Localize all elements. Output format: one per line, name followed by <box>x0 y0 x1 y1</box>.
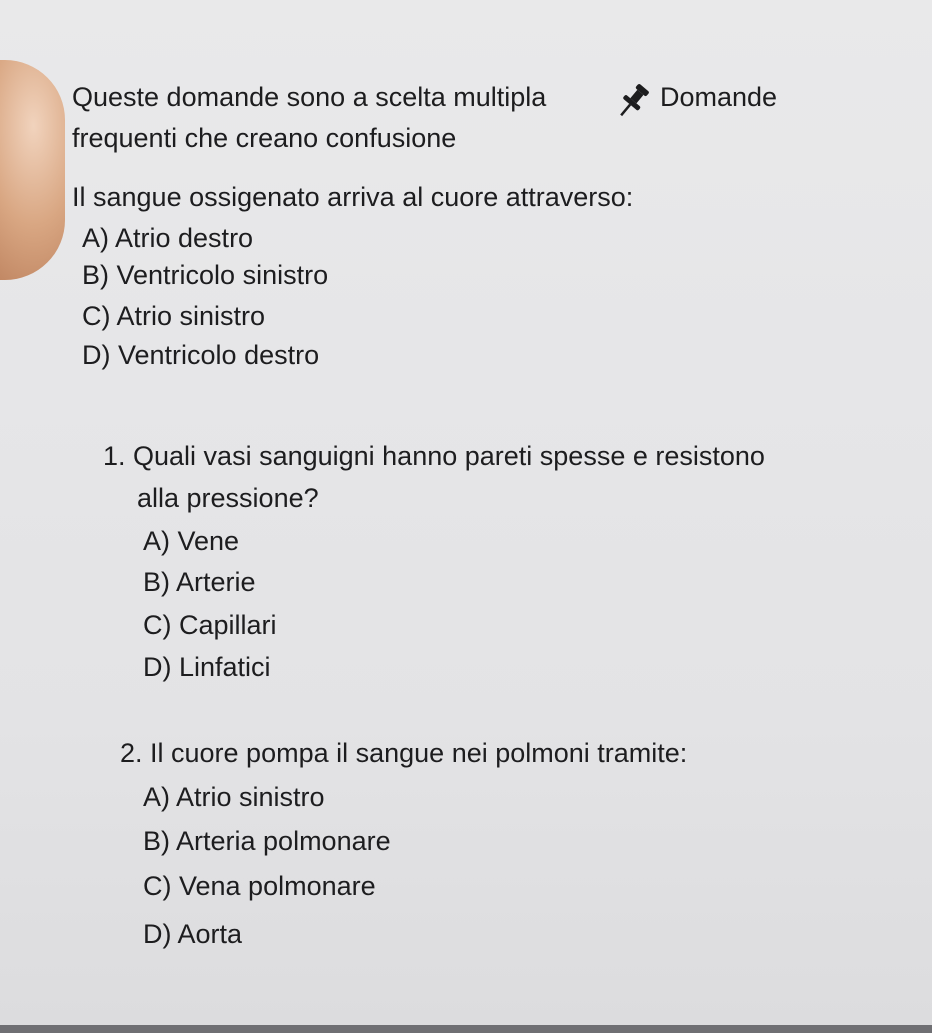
question-2-text: 2. Il cuore pompa il sangue nei polmoni tramite: <box>120 738 688 768</box>
q1-option-c: C) Capillari <box>143 610 277 640</box>
intro-line-1b: Domande <box>660 82 778 112</box>
q1-option-a: A) Vene <box>143 526 240 556</box>
q2-option-b: B) Arteria polmonare <box>143 826 391 856</box>
q2-option-d: D) Aorta <box>143 919 243 949</box>
q1-option-b: B) Arterie <box>143 567 256 597</box>
question-1-line-2: alla pressione? <box>137 483 319 513</box>
q0-option-c: C) Atrio sinistro <box>82 301 266 331</box>
pushpin-icon <box>612 80 656 120</box>
q0-option-b: B) Ventricolo sinistro <box>82 260 329 290</box>
finger <box>0 60 65 280</box>
q2-option-a: A) Atrio sinistro <box>143 782 325 812</box>
q0-option-a: A) Atrio destro <box>82 223 254 253</box>
q0-option-d: D) Ventricolo destro <box>82 340 320 370</box>
intro-line-2: frequenti che creano confusione <box>72 123 457 153</box>
q1-option-d: D) Linfatici <box>143 652 271 682</box>
question-1-line-1: 1. Quali vasi sanguigni hanno pareti spesse e resistono <box>103 441 765 471</box>
q2-option-c: C) Vena polmonare <box>143 871 376 901</box>
question-0-text: Il sangue ossigenato arriva al cuore attraverso: <box>72 182 634 212</box>
table-edge <box>0 1025 932 1033</box>
intro-line-1a: Queste domande sono a scelta multipla <box>72 82 547 112</box>
